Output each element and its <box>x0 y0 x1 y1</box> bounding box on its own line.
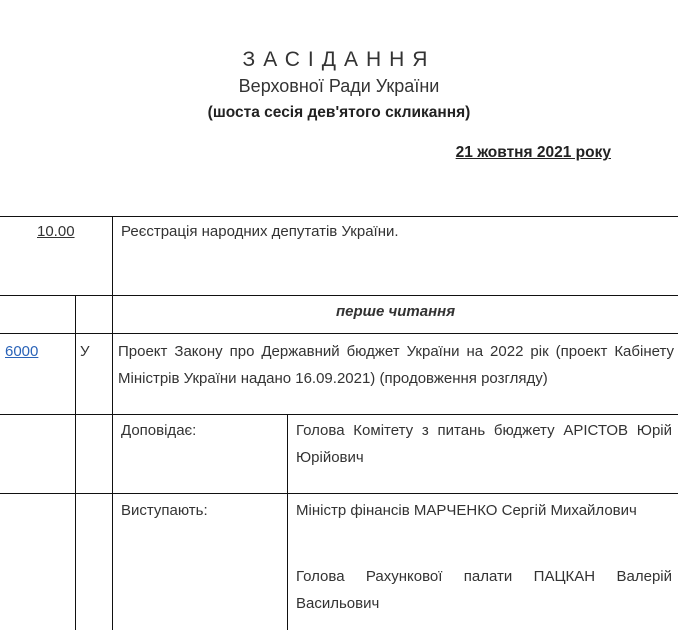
reporter-name: Голова Комітету з питань бюджету АРІСТОВ Юрій Юрійович <box>296 422 672 466</box>
row-divider <box>0 333 678 334</box>
column-divider <box>287 414 288 630</box>
bill-marker: У <box>80 343 90 360</box>
bill-number-link[interactable]: 6000 <box>5 343 39 360</box>
column-divider <box>75 295 76 630</box>
reporter-label: Доповідає: <box>121 422 197 439</box>
column-divider <box>112 216 113 630</box>
table-top-border <box>0 216 678 217</box>
speakers-label: Виступають: <box>121 502 208 519</box>
session-date: 21 жовтня 2021 року <box>455 144 611 161</box>
speaker-item: Голова Рахункової палати ПАЦКАН Валерій Васильович <box>296 568 672 612</box>
bill-title: Проект Закону про Державний бюджет України на 2022 рік (проект Кабінету Міністрів України надано 16.09.2021) (продовження розгляду) <box>118 343 674 387</box>
registration-text: Реєстрація народних депутатів України. <box>121 223 399 240</box>
session-label: (шоста сесія дев'ятого скликання) <box>207 104 471 121</box>
row-divider <box>0 493 678 494</box>
document-title: ЗАСІДАННЯ <box>242 48 436 71</box>
row-divider <box>0 295 678 296</box>
document-subtitle: Верховної Ради України <box>238 76 440 96</box>
speaker-item: Міністр фінансів МАРЧЕНКО Сергій Михайлович <box>296 502 637 519</box>
reading-header: перше читання <box>335 303 456 320</box>
registration-time: 10.00 <box>37 223 75 240</box>
row-divider <box>0 414 678 415</box>
